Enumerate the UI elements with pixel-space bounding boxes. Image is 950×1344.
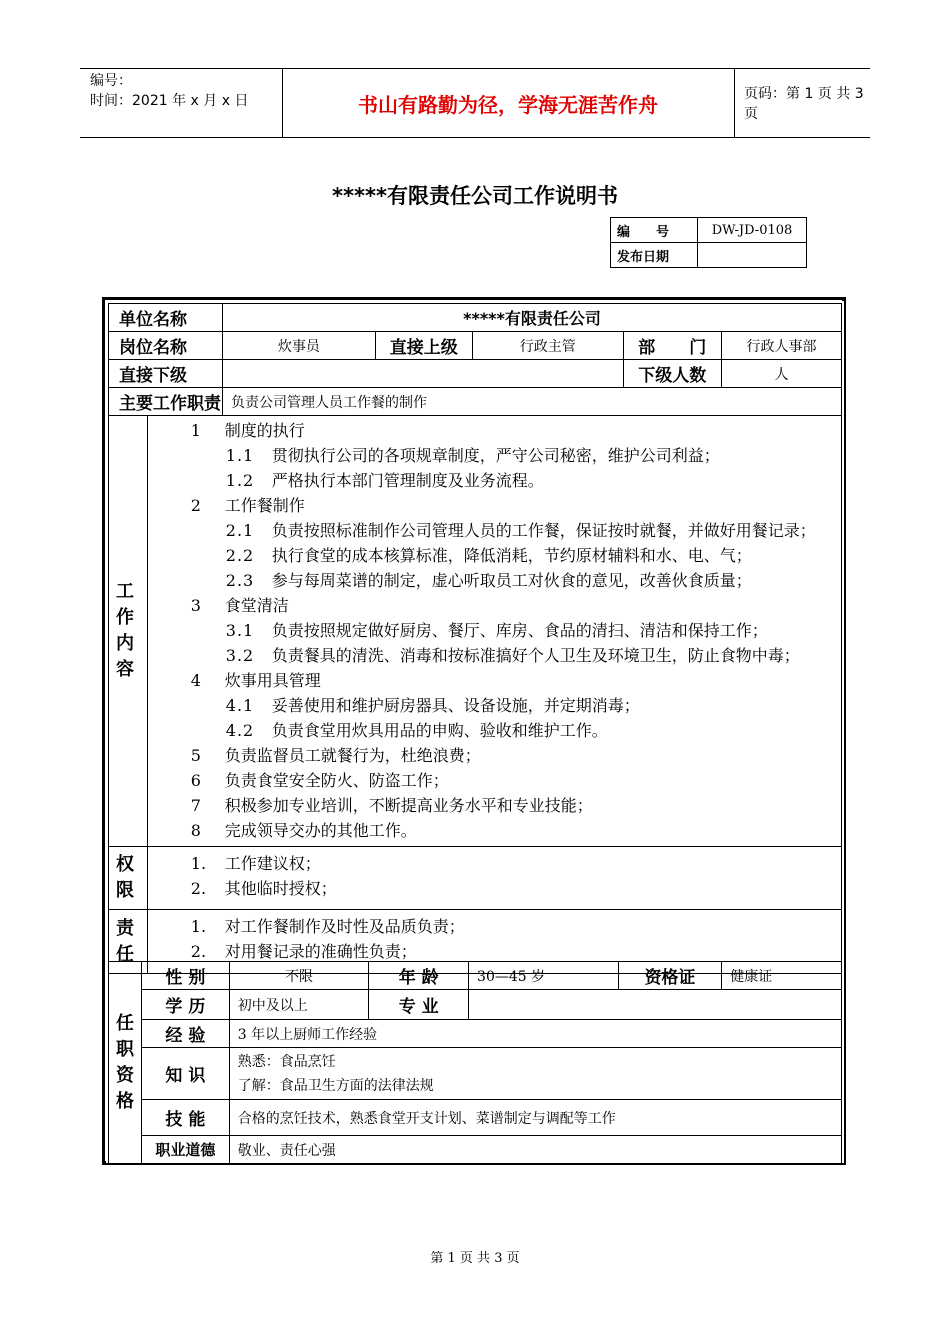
skill-value: 合格的烹饪技术，熟悉食堂开支计划、菜谱制定与调配等工作 [229, 1100, 841, 1136]
vertical-label-char: 责 [116, 917, 134, 939]
work-item-text: 负责按照标准制作公司管理人员的工作餐，保证按时就餐，并做好用餐记录； [271, 521, 816, 540]
list-item-text: 工作建议权； [224, 854, 321, 873]
page-header [80, 68, 870, 138]
work-item-number: 4 [190, 671, 201, 690]
vertical-label-char: 工 [116, 581, 134, 602]
number-label: 编号： [90, 73, 132, 89]
work-item-number: 8 [190, 821, 201, 840]
work-item [148, 493, 841, 518]
work-item-text: 负责餐具的清洗、消毒和按标准搞好个人卫生及环境卫生，防止食物中毒； [271, 646, 800, 665]
work-item-text: 负责食堂用炊具用品的申购、验收和维护工作。 [271, 721, 608, 740]
major-value [469, 990, 842, 1020]
list-item [148, 851, 841, 876]
work-item-text: 完成领导交办的其他工作。 [224, 821, 417, 840]
vertical-label-char: 限 [116, 880, 134, 901]
document-title: *****有限责任公司工作说明书 [332, 184, 618, 208]
work-item-number: 3.2 [225, 646, 255, 665]
edu-value: 初中及以上 [229, 990, 369, 1020]
meta-number-key: 编 号 [611, 218, 698, 243]
vertical-label-char: 职 [116, 1038, 134, 1060]
major-label: 专 业 [369, 990, 469, 1020]
work-item-number: 6 [190, 771, 201, 790]
work-item-text: 严格执行本部门管理制度及业务流程。 [271, 471, 544, 490]
list-item-text: 其他临时授权； [224, 879, 337, 898]
work-item-text: 贯彻执行公司的各项规章制度，严守公司秘密，维护公司利益； [271, 446, 720, 465]
vertical-label-char: 格 [116, 1090, 134, 1112]
know-value [229, 1048, 841, 1100]
post-value: 炊事员 [223, 332, 376, 360]
dept-label: 部 门 [623, 332, 721, 360]
sub-count-label: 下级人数 [623, 360, 721, 388]
header-left [80, 69, 283, 137]
authority-list [148, 851, 841, 901]
know-line2: 了解：食品卫生方面的法律法规 [237, 1077, 434, 1094]
exp-label: 经 验 [142, 1020, 230, 1048]
work-item-text: 制度的执行 [224, 421, 305, 440]
duty-label [109, 388, 223, 416]
work-item-number: 2.2 [225, 546, 255, 565]
sub-count-value: 人 [721, 360, 841, 388]
work-item-number: 3.1 [225, 621, 255, 640]
authority-content [147, 847, 841, 910]
gender-label: 性 别 [142, 962, 230, 990]
qual-label-cell [109, 962, 142, 1164]
vertical-label-char: 任 [116, 943, 134, 965]
list-item-text: 对用餐记录的准确性负责； [224, 942, 417, 961]
work-item [148, 418, 841, 443]
form-body [106, 301, 844, 1163]
qualification-table [108, 961, 842, 1164]
meta-table [610, 217, 807, 268]
work-item [148, 643, 841, 668]
time-label: 时间：2021 年 x 月 x 日 [90, 93, 249, 109]
header-page: 页码：第 1 页 共 3 页 [744, 86, 864, 122]
work-item-text: 负责按照规定做好厨房、餐厅、库房、食品的清扫、清洁和保持工作； [271, 621, 768, 640]
authority-label [109, 852, 141, 904]
post-label: 岗位名称 [109, 332, 223, 360]
duty-label-text: 主要工作职责 [119, 394, 221, 414]
cert-value: 健康证 [722, 962, 842, 990]
work-item [148, 768, 841, 793]
work-item-number: 1.1 [225, 446, 255, 465]
work-item [148, 593, 841, 618]
meta-number-value: DW-JD-0108 [698, 218, 807, 243]
work-item [148, 818, 841, 843]
work-list [148, 418, 841, 843]
list-item-text: 对工作餐制作及时性及品质负责； [224, 917, 465, 936]
ethic-value: 敬业、责任心强 [229, 1136, 841, 1164]
ethic-label: 职业道德 [142, 1136, 230, 1164]
responsibility-list [148, 914, 841, 964]
list-item-number: 2. [190, 879, 207, 898]
work-item [148, 693, 841, 718]
list-item-number: 1. [190, 854, 207, 873]
vertical-label-char: 内 [116, 633, 134, 654]
work-item-text: 食堂清洁 [224, 596, 289, 615]
unit-label: 单位名称 [109, 304, 223, 332]
work-item [148, 443, 841, 468]
responsibility-label [109, 916, 141, 968]
work-label [109, 579, 141, 683]
work-content [147, 416, 841, 847]
authority-label-cell [109, 847, 148, 910]
know-line1: 熟悉：食品烹饪 [237, 1053, 336, 1070]
superior-label: 直接上级 [375, 332, 472, 360]
exp-value: 3 年以上厨师工作经验 [229, 1020, 841, 1048]
work-label-cell [109, 416, 148, 847]
work-item [148, 743, 841, 768]
work-item [148, 668, 841, 693]
header-motto: 书山有路勤为径，学海无涯苦作舟 [282, 69, 735, 137]
subordinate-label: 直接下级 [109, 360, 223, 388]
superior-value: 行政主管 [472, 332, 623, 360]
work-item-number: 2.3 [225, 571, 255, 590]
duty-value: 负责公司管理人员工作餐的制作 [223, 388, 842, 416]
work-item-number: 1.2 [225, 471, 255, 490]
dept-value: 行政人事部 [721, 332, 841, 360]
work-item-text: 工作餐制作 [224, 496, 305, 515]
page-footer: 第 1 页 共 3 页 [430, 1251, 520, 1266]
list-item-number: 1. [190, 917, 207, 936]
list-item [148, 876, 841, 901]
work-item [148, 793, 841, 818]
work-item-number: 5 [190, 746, 201, 765]
work-item-text: 积极参加专业培训，不断提高业务水平和专业技能； [224, 796, 593, 815]
unit-value: *****有限责任公司 [223, 304, 842, 332]
work-item-text: 妥善使用和维护厨房器具、设备设施，并定期消毒； [271, 696, 640, 715]
work-item [148, 468, 841, 493]
work-item-text: 负责食堂安全防火、防盗工作； [224, 771, 449, 790]
meta-date-value [698, 243, 807, 268]
work-item-number: 2 [190, 496, 201, 515]
work-item [148, 618, 841, 643]
gender-value: 不限 [229, 962, 369, 990]
qualification-label [109, 1011, 141, 1115]
vertical-label-char: 任 [116, 1012, 134, 1034]
edu-label: 学 历 [142, 990, 230, 1020]
work-item-text: 炊事用具管理 [224, 671, 321, 690]
vertical-label-char: 作 [116, 607, 134, 628]
meta-date-key: 发布日期 [611, 243, 698, 268]
work-item-number: 3 [190, 596, 201, 615]
age-value: 30—45 岁 [469, 962, 619, 990]
work-item-number: 7 [190, 796, 201, 815]
work-item-number: 2.1 [225, 521, 255, 540]
know-label: 知 识 [142, 1048, 230, 1100]
vertical-label-char: 资 [116, 1064, 134, 1086]
work-item-text: 负责监督员工就餐行为，杜绝浪费； [224, 746, 481, 765]
cert-label: 资格证 [618, 962, 722, 990]
work-item-number: 1 [190, 421, 201, 440]
work-item-number: 4.2 [225, 721, 255, 740]
work-item-number: 4.1 [225, 696, 255, 715]
work-item [148, 543, 841, 568]
list-item-number: 2. [190, 942, 207, 961]
work-item [148, 718, 841, 743]
vertical-label-char: 容 [116, 659, 134, 680]
work-item [148, 518, 841, 543]
work-item-text: 参与每周菜谱的制定，虚心听取员工对伙食的意见，改善伙食质量； [271, 571, 752, 590]
vertical-label-char: 权 [116, 854, 134, 875]
age-label: 年 龄 [369, 962, 469, 990]
work-item [148, 568, 841, 593]
list-item [148, 914, 841, 939]
work-item-text: 执行食堂的成本核算标准，降低消耗，节约原材辅料和水、电、气； [271, 546, 752, 565]
skill-label: 技 能 [142, 1100, 230, 1136]
subordinate-value [223, 360, 624, 388]
form-table [108, 303, 842, 974]
